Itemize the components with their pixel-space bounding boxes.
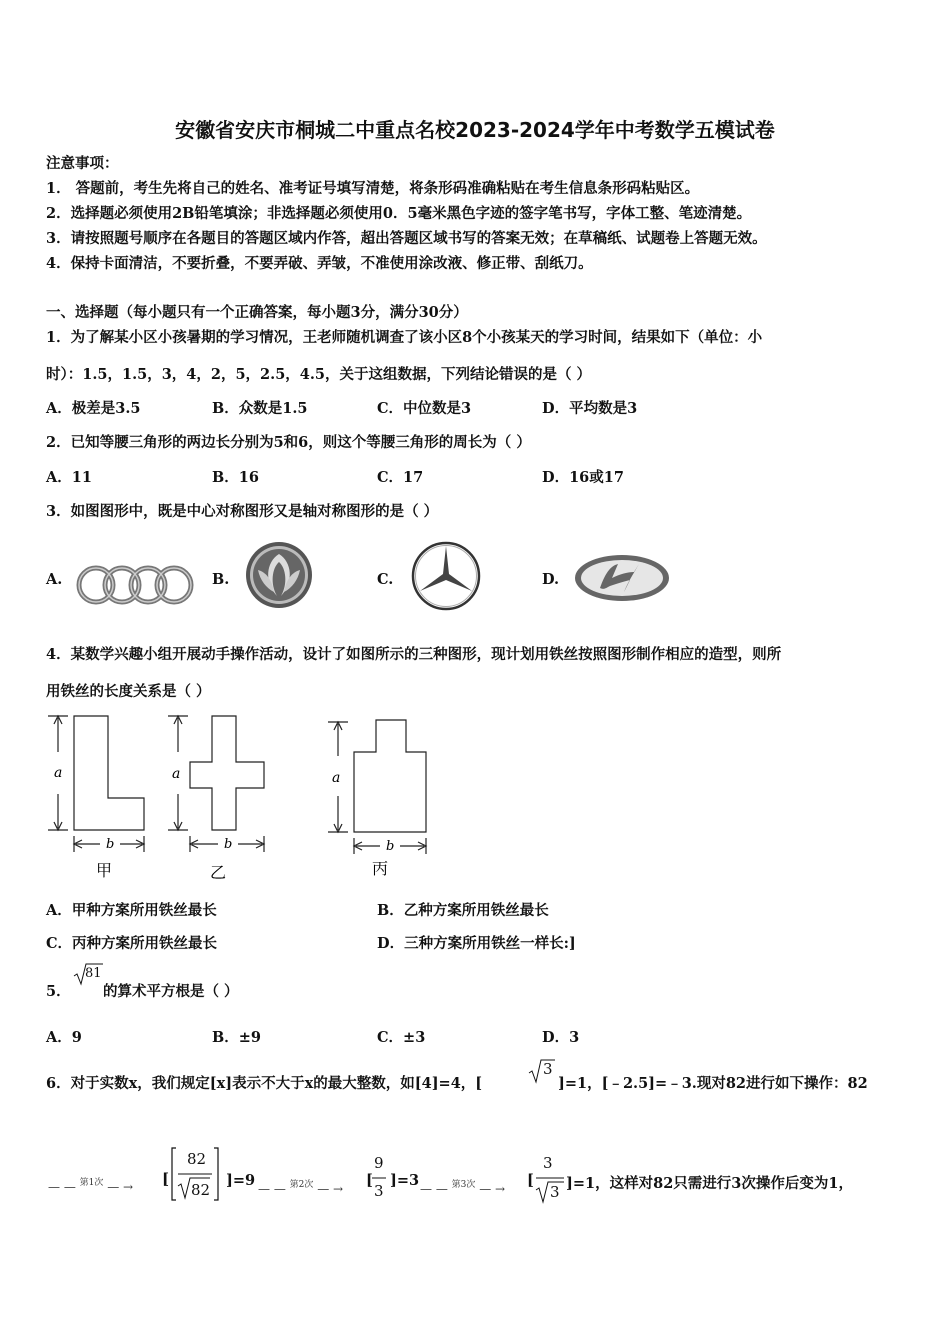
question-4-line2: 用铁丝的长度关系是（ ） — [46, 683, 211, 700]
q1-option-d: D．平均数是3 — [542, 400, 638, 417]
question-5-text: 的算术平方根是（ ） — [103, 983, 239, 1000]
audi-logo-icon — [74, 562, 200, 608]
question-1-line2: 时）：1.5，1.5，3，4，2，5，2.5，4.5，关于这组数据，下列结论错误的是（ ） — [46, 366, 592, 383]
q2-option-d: D．16或17 — [542, 469, 624, 486]
notice-item: 2．选择题必须使用2B铅笔填涂；非选择题必须使用0．5毫米黑色字迹的签字笔书写，字体工整、笔迹清楚。 — [46, 205, 752, 222]
figure-name: 丙 — [372, 859, 389, 878]
dimension-b-label: b — [106, 837, 115, 852]
dimension-b-label: b — [224, 837, 233, 852]
f1-numerator: 82 — [187, 1150, 207, 1168]
q1-option-a: A．极差是3.5 — [46, 400, 141, 417]
dimension-b-label: b — [386, 839, 395, 854]
question-2: 2．已知等腰三角形的两边长分别为5和6，则这个等腰三角形的周长为（ ） — [46, 434, 531, 451]
step-arrow-2: — — $^{第2次}$ — → — [258, 1180, 344, 1196]
f1-result: ]=9 — [226, 1172, 256, 1189]
q5-option-c: C．±3 — [377, 1029, 426, 1046]
q4-option-d: D．三种方案所用铁丝一样长:] — [377, 935, 576, 952]
f1-denominator: 82 — [191, 1181, 211, 1199]
question-4-line1: 4．某数学兴趣小组开展动手操作活动，设计了如图所示的三种图形，现计划用铁丝按照图形制作相应的造型，则所 — [46, 646, 782, 663]
q2-option-c: C．17 — [377, 469, 424, 486]
q1-option-c: C．中位数是3 — [377, 400, 472, 417]
figure-jia-diagram — [40, 712, 160, 882]
q3-label-c: C. — [377, 571, 394, 588]
question-6-line1a: 6．对于实数x，我们规定[x]表示不大于x的最大整数，如[4]=4，[ — [46, 1075, 483, 1092]
step-label: 第3次 — [451, 1180, 476, 1190]
notice-item: 1． 答题前，考生先将自己的姓名、准考证号填写清楚，将条形码准确粘贴在考生信息条形码粘贴区。 — [46, 180, 700, 197]
figure-yi-diagram — [160, 712, 280, 882]
f3-numerator: 3 — [543, 1154, 553, 1172]
mercedes-logo-icon — [410, 540, 482, 612]
q2-option-b: B．16 — [212, 469, 259, 486]
notice-item: 4．保持卡面清洁，不要折叠，不要弄破、弄皱，不准使用涂改液、修正带、刮纸刀。 — [46, 255, 593, 272]
q3-label-b: B. — [212, 571, 230, 588]
notice-item: 3．请按照题号顺序在各题目的答题区域内作答，超出答题区域书写的答案无效；在草稿纸、试题卷上答题无效。 — [46, 230, 767, 247]
f3-result: ]=1，这样对82只需进行3次操作后变为1， — [566, 1175, 853, 1192]
q6-sqrt-radicand: 3 — [543, 1060, 553, 1078]
q4-option-c: C．丙种方案所用铁丝最长 — [46, 935, 218, 952]
q1-option-b: B．众数是1.5 — [212, 400, 308, 417]
f2-numerator: 9 — [374, 1154, 384, 1172]
f2-result: ]=3 — [390, 1172, 420, 1189]
hyundai-logo-icon — [572, 552, 672, 604]
figure-bing-diagram — [320, 712, 440, 882]
bracket-open-text: [ — [527, 1172, 534, 1189]
question-1-line1: 1．为了解某小区小孩暑期的学习情况，王老师随机调查了该小区8个小孩某天的学习时间，结果如下（单位：小 — [46, 329, 763, 346]
dimension-a-label: a — [332, 770, 341, 786]
q5-radicand: 81 — [85, 966, 102, 981]
dongfeng-logo-icon — [244, 540, 314, 610]
f2-denominator: 3 — [374, 1182, 384, 1200]
step-label: 第2次 — [289, 1180, 314, 1190]
figure-name: 甲 — [96, 861, 113, 880]
question-3: 3．如图图形中，既是中心对称图形又是轴对称图形的是（ ） — [46, 503, 439, 520]
q2-option-a: A．11 — [46, 469, 92, 486]
section-heading: 一、选择题（每小题只有一个正确答案，每小题3分，满分30分） — [46, 304, 468, 321]
bracket-open-text: [ — [162, 1170, 170, 1188]
dimension-a-label: a — [54, 765, 63, 781]
f3-denominator: 3 — [550, 1183, 560, 1201]
q5-option-a: A．9 — [46, 1029, 82, 1046]
q5-option-d: D．3 — [542, 1029, 580, 1046]
dimension-a-label: a — [172, 766, 181, 782]
figure-name: 乙 — [210, 863, 227, 882]
step-arrow-3: — — $^{第3次}$ — → — [420, 1180, 506, 1196]
question-6-line1b: ]=1，[﹣2.5]=﹣3.现对82进行如下操作：82 — [558, 1075, 868, 1092]
step-arrow-1: — — $^{第1次}$ — → — [48, 1178, 134, 1194]
q5-option-b: B．±9 — [212, 1029, 261, 1046]
step-label: 第1次 — [79, 1178, 104, 1188]
bracket-open-text: [ — [366, 1172, 373, 1189]
q3-label-d: D. — [542, 571, 560, 588]
q4-option-b: B．乙种方案所用铁丝最长 — [377, 902, 549, 919]
page-title: 安徽省安庆市桐城二中重点名校2023-2024学年中考数学五模试卷 — [175, 118, 775, 142]
question-5-number: 5． — [46, 983, 71, 1000]
q4-option-a: A．甲种方案所用铁丝最长 — [46, 902, 217, 919]
q3-label-a: A. — [46, 571, 63, 588]
notice-heading: 注意事项： — [46, 155, 119, 172]
